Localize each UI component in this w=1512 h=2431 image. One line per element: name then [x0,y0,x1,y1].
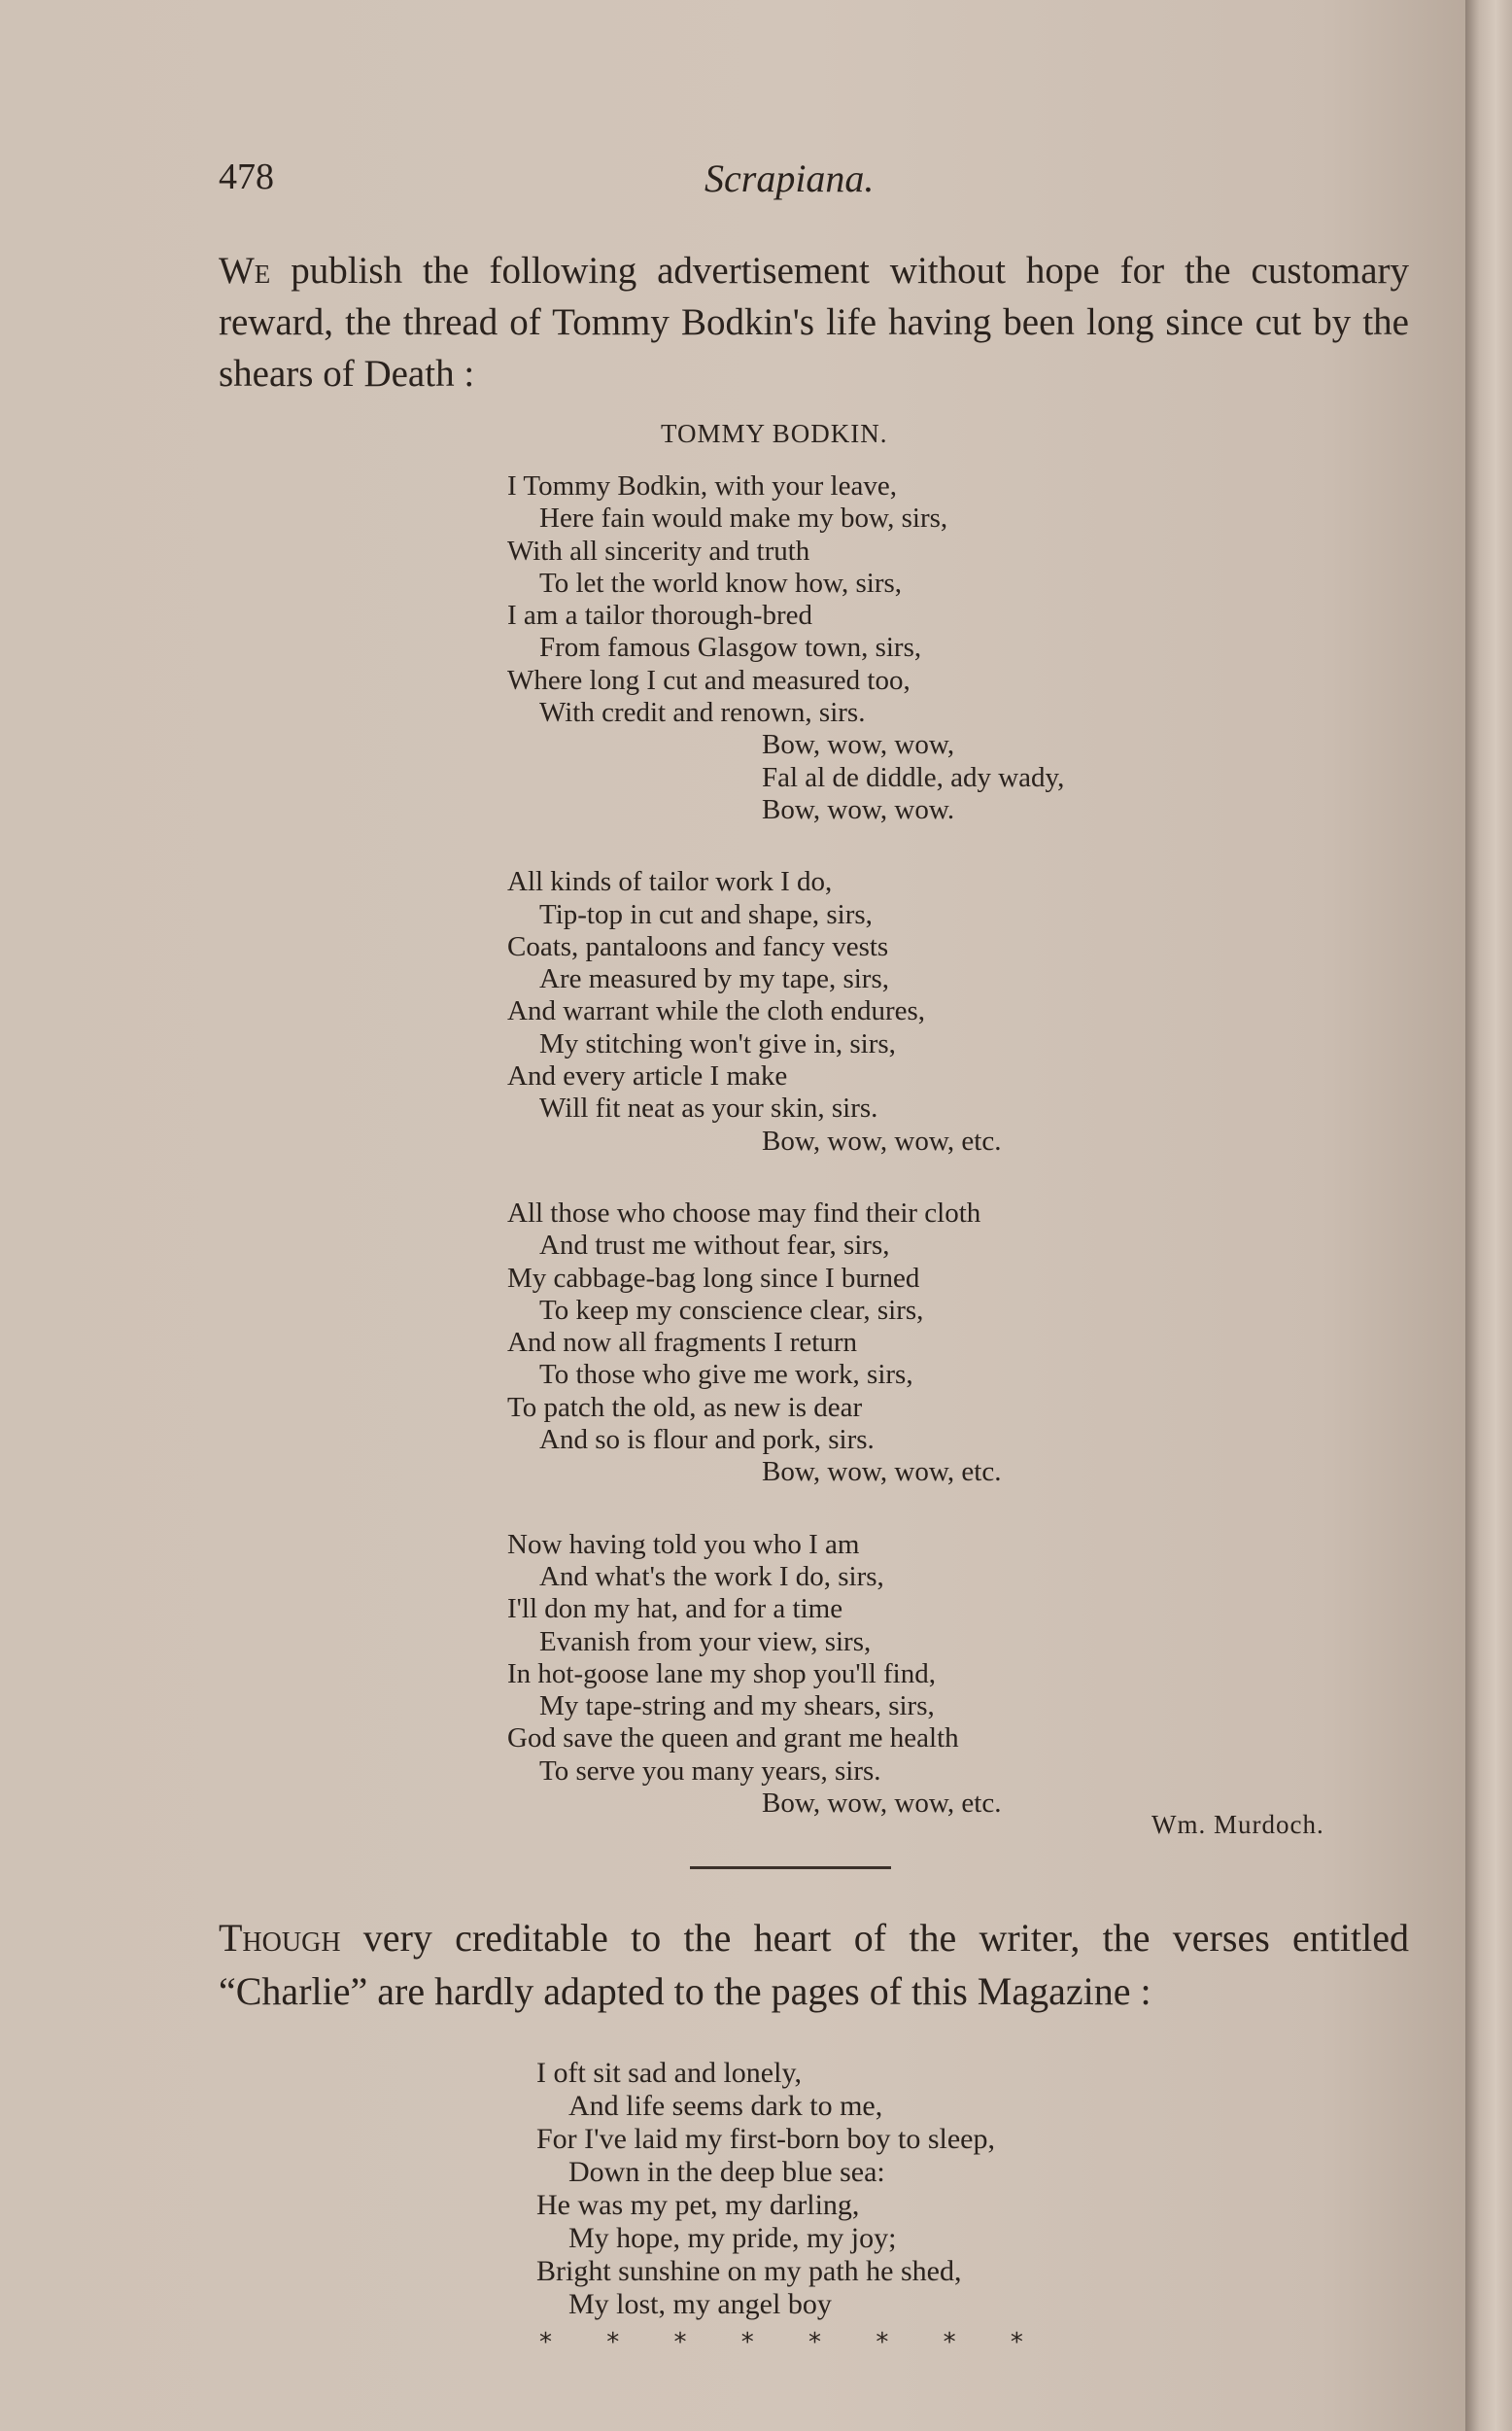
poem-line: I'll don my hat, and for a time [507,1593,843,1625]
poem-line: I Tommy Bodkin, with your leave, [507,470,897,502]
poem-line: With all sincerity and truth [507,535,810,567]
stanza-gap [507,1158,1064,1198]
poem-title: TOMMY BODKIN. [661,419,888,448]
poem-line: And every article I make [507,1060,788,1093]
poem-tommy-bodkin [507,470,1064,1820]
poem-line: Bow, wow, wow, etc. [762,1787,1002,1819]
poem-line: Where long I cut and measured too, [507,664,911,696]
poem-line: And life seems dark to me, [568,2090,883,2122]
poem-line: And trust me without fear, sirs, [539,1230,890,1262]
omission-stars: * * * * * * * * [539,2328,1023,2357]
poem-line: All those who choose may find their cloth [507,1197,981,1229]
signature: Wm. Murdoch. [1151,1810,1324,1839]
poem-line: My stitching won't give in, sirs, [539,1027,896,1059]
poem-line: Will fit neat as your skin, sirs. [539,1093,878,1125]
second-text: very creditable to the heart of the writer, the verses entitled “Charlie” are hardly adapted to the pages of this Magazine : [219,1916,1409,2013]
poem-line: From famous Glasgow town, sirs, [539,632,922,664]
poem-line: With credit and renown, sirs. [539,697,866,729]
poem-line: Bow, wow, wow, etc. [762,1125,1002,1157]
poem-line: And what's the work I do, sirs, [539,1560,884,1592]
section-divider [690,1866,891,1869]
stanza-gap [507,1489,1064,1529]
poem-line: To serve you many years, sirs. [539,1754,881,1787]
intro-paragraph [219,245,1409,399]
page-edge [1465,0,1512,2431]
poem-line: Are measured by my tape, sirs, [539,963,889,995]
poem-line: He was my pet, my darling, [536,2189,860,2221]
poem-line: God save the queen and grant me health [507,1722,959,1754]
poem-line: Here fain would make my bow, sirs, [539,503,948,535]
poem-charlie [536,2057,995,2321]
poem-line: All kinds of tailor work I do, [507,866,833,898]
poem-line: My hope, my pride, my joy; [568,2222,897,2254]
poem-line: To patch the old, as new is dear [507,1391,863,1423]
second-lead-word: Though [219,1916,341,1960]
poem-line: Fal al de diddle, ady wady, [762,761,1065,793]
poem-line: To let the world know how, sirs, [539,567,903,599]
poem-line: Bright sunshine on my path he shed, [536,2255,962,2287]
poem-line: Down in the deep blue sea: [568,2156,885,2188]
poem-line: Bow, wow, wow. [762,793,955,825]
running-title: Scrapiana. [704,156,875,200]
poem-line: To keep my conscience clear, sirs, [539,1294,924,1326]
page-header [219,156,1385,204]
poem-line: Tip-top in cut and shape, sirs, [539,898,873,930]
poem-line: Now having told you who I am [507,1528,860,1560]
poem-line: In hot-goose lane my shop you'll find, [507,1657,936,1689]
poem-line: For I've laid my first-born boy to sleep, [536,2123,995,2155]
poem-line: My tape-string and my shears, sirs, [539,1690,935,1722]
poem-line: And warrant while the cloth endures, [507,995,926,1027]
poem-line: Bow, wow, wow, etc. [762,1456,1002,1488]
poem-line: I oft sit sad and lonely, [536,2057,803,2089]
poem-line: I am a tailor thorough-bred [507,600,813,632]
poem-line: To those who give me work, sirs, [539,1359,913,1391]
page-number: 478 [219,156,274,197]
poem-line: And now all fragments I return [507,1327,857,1359]
poem-line: Coats, pantaloons and fancy vests [507,930,889,962]
poem-line: Evanish from your view, sirs, [539,1625,872,1657]
poem-line: Bow, wow, wow, [762,729,955,761]
second-paragraph [219,1911,1409,2018]
intro-lead-word: We [219,250,271,292]
poem-line: My cabbage-bag long since I burned [507,1262,920,1294]
intro-text: publish the following advertisement without hope for the customary reward, the thread of Tommy Bodkin's life having been long since cut by the shears of Death : [219,250,1409,395]
poem-line: My lost, my angel boy [568,2288,832,2320]
stanza-gap [507,826,1064,866]
poem-line: And so is flour and pork, sirs. [539,1424,875,1456]
